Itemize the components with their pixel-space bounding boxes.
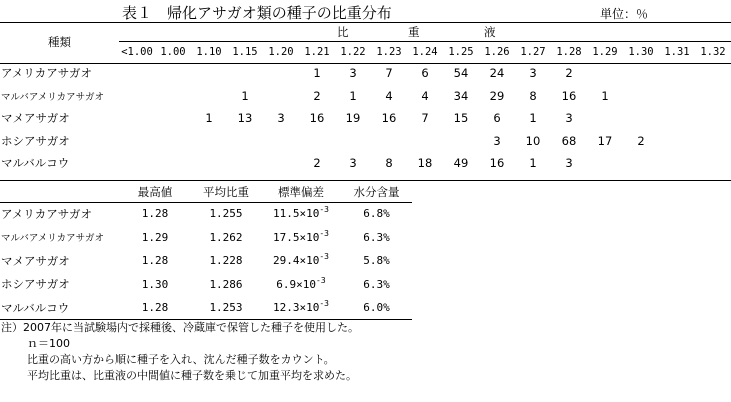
percentage-cell: 6 — [493, 111, 501, 126]
percentage-cell: 2 — [637, 133, 645, 148]
row-header-label: 種類 — [48, 35, 71, 49]
water-content: 6.0% — [363, 301, 390, 315]
mean-value: 1.286 — [209, 277, 243, 291]
column-header: 1.26 — [484, 45, 510, 58]
mean-value: 1.255 — [209, 207, 243, 221]
percentage-cell — [587, 62, 623, 85]
max-value: 1.28 — [141, 301, 169, 315]
species-name: マルバルコウ — [1, 300, 70, 315]
percentage-cell — [191, 152, 227, 175]
percentage-cell: 2 — [313, 156, 321, 171]
group-header-char-2: 重 — [408, 25, 420, 39]
table-row — [0, 62, 731, 85]
percentage-cell: 34 — [453, 88, 469, 103]
column-header: 1.31 — [664, 45, 690, 58]
percentage-cell — [659, 130, 695, 153]
species-name: マメアサガオ — [1, 253, 70, 268]
table-row — [0, 226, 412, 250]
column-header: 1.15 — [232, 45, 258, 58]
max-value: 1.29 — [141, 230, 169, 244]
percentage-cell: 3 — [493, 133, 501, 148]
percentage-cell — [227, 130, 263, 153]
mean-value: 1.253 — [209, 301, 243, 315]
summary-table — [0, 181, 412, 320]
percentage-cell — [407, 130, 443, 153]
percentage-cell — [119, 152, 155, 175]
mean-value: 1.228 — [209, 254, 243, 268]
column-header: 1.22 — [340, 45, 366, 58]
header-water: 水分含量 — [353, 184, 400, 199]
percentage-cell — [191, 85, 227, 108]
sd-exponent: -3 — [319, 228, 329, 238]
species-name: アメリカアサガオ — [1, 206, 92, 221]
column-header: 1.24 — [412, 45, 438, 58]
percentage-cell: 4 — [421, 88, 429, 103]
percentage-cell — [119, 130, 155, 153]
note-line: 平均比重は、比重液の中間値に種子数を乗じて加重平均を求めた。 — [27, 369, 357, 382]
sd-exponent: -3 — [319, 252, 329, 262]
percentage-cell: 1 — [205, 111, 213, 126]
sd-value — [261, 226, 341, 250]
sd-exponent: -3 — [319, 299, 329, 309]
percentage-cell — [155, 85, 191, 108]
percentage-cell: 1 — [529, 111, 537, 126]
water-content: 5.8% — [363, 254, 390, 268]
percentage-cell — [299, 130, 335, 153]
column-header: 1.28 — [556, 45, 582, 58]
percentage-cell — [119, 85, 155, 108]
percentage-cell — [227, 62, 263, 85]
percentage-cell — [659, 152, 695, 175]
max-value: 1.28 — [141, 207, 169, 221]
sd-exponent: -3 — [316, 275, 326, 285]
percentage-cell: 16 — [381, 111, 397, 126]
species-name: ホシアサガオ — [1, 277, 70, 292]
percentage-cell — [263, 152, 299, 175]
percentage-cell — [443, 130, 479, 153]
percentage-cell — [119, 62, 155, 85]
species-name: マルバアメリカアサガオ — [1, 233, 104, 245]
unit-label: 単位：％ — [600, 7, 649, 21]
percentage-cell: 8 — [385, 156, 393, 171]
percentage-cell: 15 — [453, 111, 469, 126]
percentage-cell: 3 — [349, 156, 357, 171]
percentage-cell — [191, 62, 227, 85]
percentage-cell — [623, 152, 659, 175]
table2-corner — [0, 181, 119, 202]
header-sd: 標準偏差 — [278, 184, 324, 199]
column-header: 1.29 — [592, 45, 618, 58]
water-content: 6.8% — [363, 207, 390, 221]
sd-value — [261, 296, 341, 320]
column-header: 1.23 — [376, 45, 402, 58]
percentage-cell — [119, 107, 155, 130]
percentage-cell: 1 — [601, 88, 609, 103]
percentage-cell — [695, 85, 731, 108]
percentage-cell — [155, 107, 191, 130]
mean-value: 1.262 — [209, 230, 243, 244]
percentage-cell: 2 — [565, 66, 573, 81]
percentage-cell: 49 — [453, 156, 469, 171]
table-row — [0, 152, 731, 175]
percentage-cell: 13 — [237, 111, 253, 126]
species-name: ホシアサガオ — [1, 133, 70, 148]
sd-mantissa: 17.5×10 — [273, 230, 320, 244]
table1-header-row — [0, 22, 731, 41]
species-name: マルバアメリカアサガオ — [1, 91, 104, 103]
column-header: 1.27 — [520, 45, 546, 58]
percentage-cell — [155, 152, 191, 175]
percentage-cell — [263, 85, 299, 108]
percentage-cell: 3 — [349, 66, 357, 81]
table-row — [0, 202, 412, 226]
percentage-cell: 16 — [309, 111, 325, 126]
percentage-cell — [587, 152, 623, 175]
sd-value — [261, 273, 341, 297]
percentage-cell: 1 — [313, 66, 321, 81]
column-header: 1.25 — [448, 45, 474, 58]
table-row — [0, 85, 731, 108]
percentage-cell: 24 — [489, 66, 505, 81]
percentage-cell: 68 — [561, 133, 577, 148]
percentage-cell: 17 — [597, 133, 613, 148]
percentage-cell: 19 — [345, 111, 361, 126]
percentage-cell: 3 — [277, 111, 285, 126]
table-row — [0, 273, 412, 297]
column-header: 1.30 — [628, 45, 654, 58]
table2-header-row — [0, 181, 412, 202]
max-value: 1.30 — [141, 277, 169, 291]
note-line: 比重の高い方から順に種子を入れ、沈んだ種子数をカウント。 — [27, 353, 335, 366]
species-name: マメアサガオ — [1, 111, 70, 126]
column-header: 1.32 — [700, 45, 726, 58]
percentage-cell — [371, 130, 407, 153]
percentage-cell: 7 — [385, 66, 393, 81]
column-header: 1.00 — [160, 45, 186, 58]
specific-gravity-table — [0, 22, 731, 175]
percentage-cell: 16 — [489, 156, 505, 171]
sd-mantissa: 11.5×10 — [273, 207, 320, 221]
percentage-cell: 54 — [453, 66, 469, 81]
species-name: アメリカアサガオ — [1, 66, 92, 81]
percentage-cell — [695, 152, 731, 175]
percentage-cell — [155, 130, 191, 153]
percentage-cell: 7 — [421, 111, 429, 126]
sd-mantissa: 29.4×10 — [273, 254, 320, 268]
percentage-cell — [659, 107, 695, 130]
group-header-char-3: 液 — [484, 25, 496, 39]
percentage-cell — [263, 62, 299, 85]
header-mean: 平均比重 — [203, 184, 249, 199]
table-row — [0, 130, 731, 153]
header-max: 最高値 — [137, 184, 173, 199]
max-value: 1.28 — [141, 254, 169, 268]
percentage-cell — [695, 107, 731, 130]
table-row — [0, 249, 412, 273]
percentage-cell — [227, 152, 263, 175]
note-line: 注）2007年に当試験場内で採種後、冷蔵庫で保管した種子を使用した。 — [1, 321, 359, 334]
percentage-cell: 4 — [385, 88, 393, 103]
percentage-cell: 1 — [241, 88, 249, 103]
table-title: 表１ 帰化アサガオ類の種子の比重分布 — [122, 4, 392, 22]
water-content: 6.3% — [363, 277, 390, 291]
percentage-cell — [659, 62, 695, 85]
percentage-cell: 29 — [489, 88, 505, 103]
column-header: <1.00 — [121, 45, 153, 58]
column-header: 1.21 — [304, 45, 330, 58]
sd-mantissa: 6.9×10 — [276, 277, 317, 291]
percentage-cell — [263, 130, 299, 153]
percentage-cell — [335, 130, 371, 153]
percentage-cell — [695, 62, 731, 85]
percentage-cell — [623, 107, 659, 130]
percentage-cell — [191, 130, 227, 153]
percentage-cell — [155, 62, 191, 85]
sd-value — [261, 202, 341, 226]
percentage-cell: 8 — [529, 88, 537, 103]
percentage-cell: 6 — [421, 66, 429, 81]
percentage-cell: 10 — [525, 133, 541, 148]
footnotes — [1, 320, 359, 384]
percentage-cell — [659, 85, 695, 108]
note-line: ｎ＝100 — [27, 337, 70, 350]
percentage-cell — [623, 62, 659, 85]
table-row — [0, 296, 412, 320]
table-row — [0, 107, 731, 130]
percentage-cell: 2 — [313, 88, 321, 103]
percentage-cell: 3 — [529, 66, 537, 81]
percentage-cell: 16 — [561, 88, 577, 103]
column-header: 1.20 — [268, 45, 294, 58]
column-header: 1.10 — [196, 45, 222, 58]
sd-exponent: -3 — [319, 205, 329, 215]
percentage-cell — [587, 107, 623, 130]
sd-mantissa: 12.3×10 — [273, 301, 320, 315]
percentage-cell — [623, 85, 659, 108]
species-name: マルバルコウ — [1, 156, 70, 171]
percentage-cell: 18 — [417, 156, 433, 171]
percentage-cell: 1 — [349, 88, 357, 103]
percentage-cell: 1 — [529, 156, 537, 171]
percentage-cell — [695, 130, 731, 153]
sd-value — [261, 249, 341, 273]
water-content: 6.3% — [363, 230, 390, 244]
group-header-char-1: 比 — [337, 25, 349, 39]
percentage-cell: 3 — [565, 156, 573, 171]
percentage-cell: 3 — [565, 111, 573, 126]
group-header — [119, 22, 731, 41]
